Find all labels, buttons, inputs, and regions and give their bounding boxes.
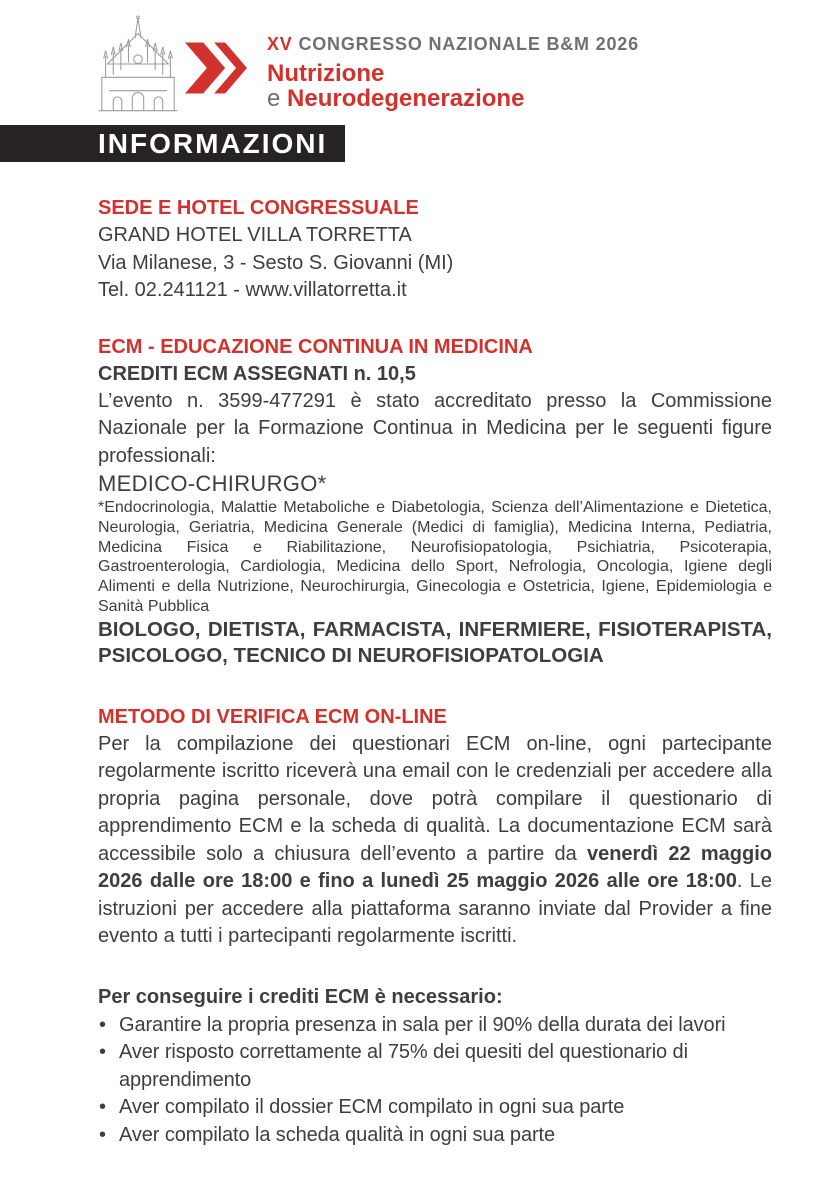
ecm-accreditation-paragraph: L’evento n. 3599-477291 è stato accreditato presso la Commissione Nazionale per la Formazione Continua in Medicina per le seguenti figure professionali:: [98, 389, 772, 467]
hotel-address: Via Milanese, 3 - Sesto S. Giovanni (MI): [98, 251, 454, 274]
profession-main: MEDICO-CHIRURGO*: [98, 471, 327, 496]
banner-label: INFORMAZIONI: [98, 128, 328, 159]
congress-header: [0, 0, 839, 114]
requirement-text: Aver compilato la scheda qualità in ogni sua parte: [119, 1123, 556, 1146]
event-title-line2: [267, 86, 639, 112]
section-venue: [98, 195, 772, 305]
congress-numeral: XV: [267, 34, 293, 54]
section-ecm: [98, 334, 772, 670]
list-item: [98, 1122, 772, 1150]
professions-other: BIOLOGO, DIETISTA, FARMACISTA, INFERMIERE, FISIOTERAPISTA, PSICOLOGO, TECNICO DI NEUROFISIOPATOLOGIA: [98, 617, 772, 668]
ecm-heading: ECM - EDUCAZIONE CONTINUA IN MEDICINA: [98, 335, 533, 358]
bullet-icon: •: [99, 1041, 106, 1064]
requirements-heading: Per conseguire i crediti ECM è necessario:: [98, 985, 503, 1008]
congress-title: CONGRESSO NAZIONALE B&M 2026: [298, 34, 639, 54]
verification-paragraph-start: Per la compilazione dei questionari ECM on-line, ogni partecipante regolarmente iscritto riceverà una email con le credenziali per accedere alla propria pagina personale, dove potrà compilare il questionario di apprendimento ECM e la scheda di qualità. La documentazione ECM sarà accessibile solo a chiusura dell’evento a partire da: [98, 732, 772, 865]
bullet-icon: •: [99, 1096, 106, 1119]
duomo-milano-icon: [98, 14, 178, 114]
congress-title-block: [267, 34, 639, 112]
bullet-icon: •: [99, 1013, 106, 1036]
hotel-name: GRAND HOTEL VILLA TORRETTA: [98, 224, 412, 246]
verification-deadline-bold: venerdì 22 maggio 2026 dalle ore 18:00 e fino a lunedì 25 maggio 2026 alle ore 18:00: [98, 842, 772, 893]
event-title-line1: Nutrizione: [267, 60, 385, 87]
bullet-icon: •: [99, 1123, 106, 1146]
venue-heading: SEDE E HOTEL CONGRESSUALE: [98, 197, 419, 219]
double-chevron-right-icon: [185, 42, 247, 94]
verification-paragraph: [98, 731, 772, 951]
specialties-footnote: *Endocrinologia, Malattie Metaboliche e Diabetologia, Scienza dell’Alimentazione e Dietetica, Neurologia, Geriatria, Medicina Generale (Medici di famiglia), Medicina Interna, Pediatria, Medicina Fisica e Riabilitazione, Neurofisiopatologia, Psichiatria, Psicoterapia, Gastroenterologia, Cardiologia, Medicina dello Sport, Nefrologia, Oncologia, Igiene degli Alimenti e della Nutrizione, Neurochirurgia, Ginecologia e Ostetricia, Igiene, Epidemiologia e Sanità Pubblica: [98, 499, 772, 615]
event-title-prefix: e: [267, 85, 281, 112]
requirement-text: Garantire la propria presenza in sala per il 90% della durata dei lavori: [119, 1013, 726, 1036]
list-item: [98, 1012, 772, 1040]
event-title-main: Neurodegenerazione: [287, 85, 525, 112]
requirement-text: Aver risposto correttamente al 75% dei quesiti del questionario di apprendimento: [119, 1041, 688, 1091]
list-item: [98, 1094, 772, 1122]
informazioni-banner: [0, 125, 345, 162]
requirement-text: Aver compilato il dossier ECM compilato in ogni sua parte: [119, 1096, 625, 1119]
hotel-contacts: Tel. 02.241121 - www.villatorretta.it: [98, 279, 407, 301]
section-verification: [98, 704, 772, 1150]
requirements-list: [98, 1012, 772, 1150]
verification-heading: METODO DI VERIFICA ECM ON-LINE: [98, 705, 447, 728]
ecm-credits: CREDITI ECM ASSEGNATI n. 10,5: [98, 362, 416, 385]
page-content: [0, 195, 839, 1149]
list-item: [98, 1039, 772, 1094]
verification-paragraph-end: . Le istruzioni per accedere alla piattaforma saranno inviate dal Provider a fine evento a tutti i partecipanti regolarmente iscritti.: [98, 870, 773, 948]
congress-edition-line: [267, 34, 639, 55]
